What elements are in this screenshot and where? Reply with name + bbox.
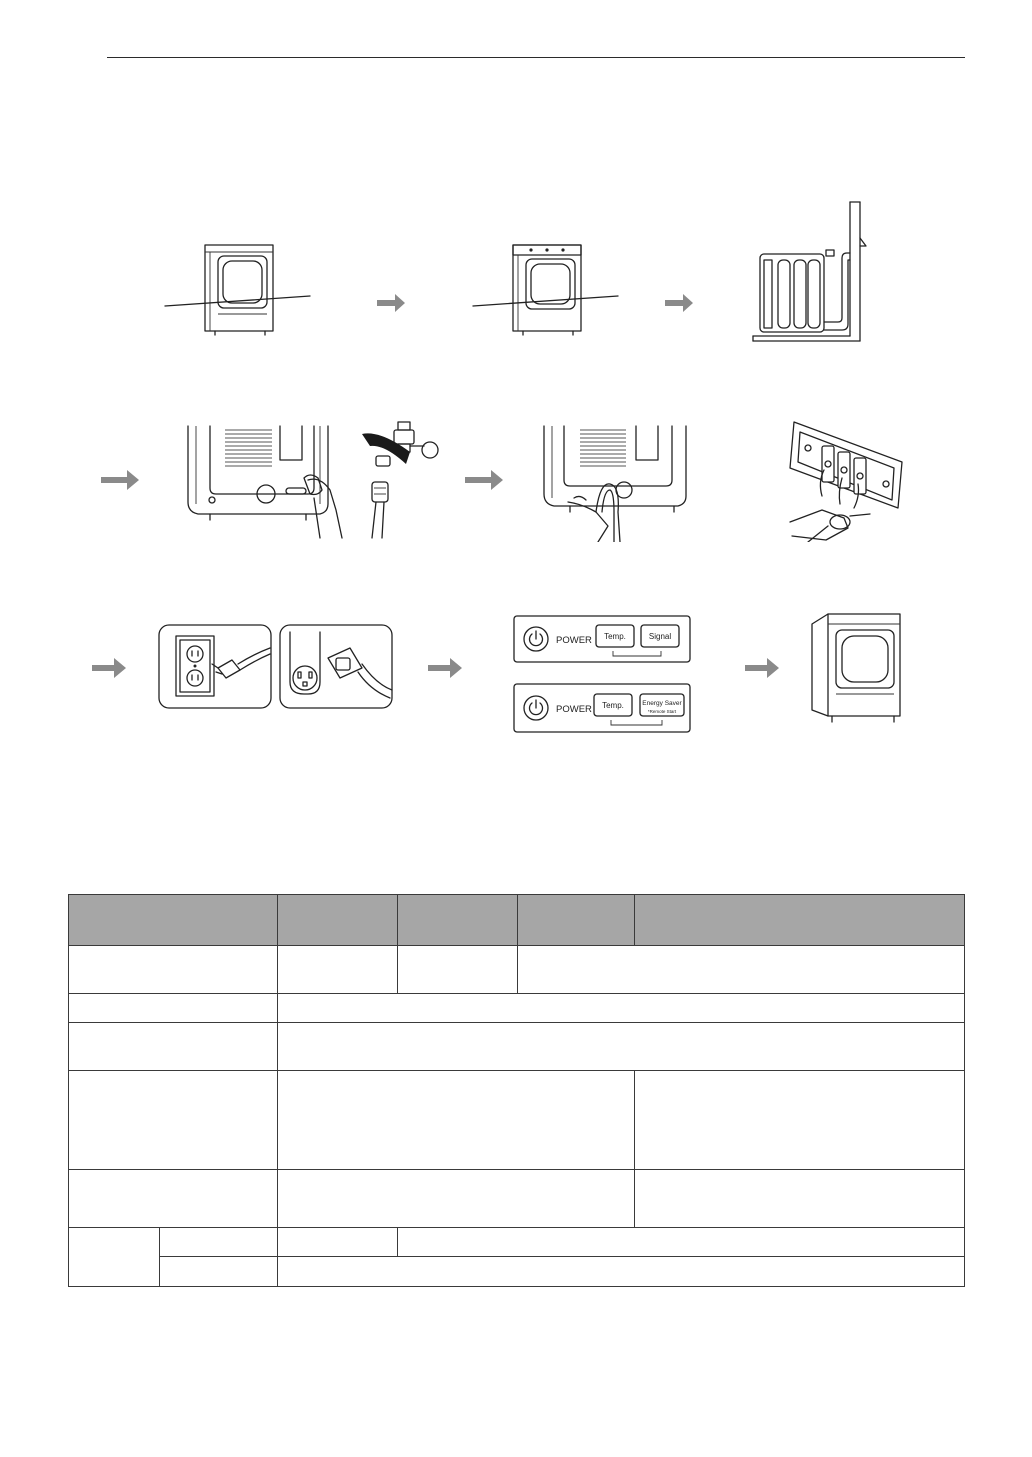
dryer-ready-illustration: [808, 612, 904, 726]
panel-2-remote-start-label: *Remote Start: [647, 709, 677, 714]
specifications-table: [68, 894, 965, 1287]
electrical-terminal-block-illustration: [778, 418, 906, 542]
panel-1-power-label: POWER: [556, 635, 592, 646]
table-cell: [160, 1257, 278, 1287]
table-header-cell: [398, 895, 518, 946]
control-panel-2: [514, 684, 690, 732]
table-row: [69, 1071, 965, 1170]
panel-2-power-label: POWER: [556, 704, 592, 715]
dryer-vent-duct-illustration: [750, 198, 870, 344]
table-header-cell: [69, 895, 278, 946]
panel-1-temp-button-label: Temp.: [604, 632, 626, 641]
panel-2-energy-saver-label: Energy Saver: [642, 700, 682, 707]
table-cell: [278, 1170, 635, 1228]
control-panel-1: [514, 616, 690, 662]
table-cell: [278, 1257, 965, 1287]
dryer-level-top-panel-illustration: [468, 240, 628, 340]
table-cell: [69, 1071, 278, 1170]
table-header-cell: [518, 895, 635, 946]
table-cell: [635, 1071, 965, 1170]
table-row: [69, 1170, 965, 1228]
control-panel-options-illustration: [512, 614, 692, 734]
dryer-level-front-illustration: [160, 240, 320, 340]
water-hose-hand-illustration: [538, 420, 688, 542]
table-cell: [69, 1170, 278, 1228]
table-cell: [69, 994, 278, 1023]
table-cell: [278, 1228, 398, 1257]
arrow-1: [377, 294, 407, 312]
table-row: [69, 1228, 965, 1257]
table-cell: [69, 946, 278, 994]
table-row: [69, 946, 965, 994]
table-cell: [398, 946, 518, 994]
table-header-row: [69, 895, 965, 946]
table-header-cell: [635, 895, 965, 946]
table-header-cell: [278, 895, 398, 946]
water-hose-connection-illustration: [180, 420, 450, 542]
table-row: [69, 1257, 965, 1287]
panel-2-temp-button-label: Temp.: [602, 701, 624, 710]
header-divider: [107, 57, 965, 58]
power-outlet-plugs-illustration: [158, 624, 394, 710]
table-cell: [278, 1071, 635, 1170]
table-cell: [518, 946, 965, 994]
arrow-2: [665, 294, 695, 312]
table-row: [69, 1023, 965, 1071]
arrow-7: [745, 658, 781, 678]
table-cell: [635, 1170, 965, 1228]
table-cell: [278, 1023, 965, 1071]
table-cell: [69, 1228, 160, 1287]
table-cell: [160, 1228, 278, 1257]
table-row: [69, 994, 965, 1023]
panel-1-signal-button-label: Signal: [648, 632, 672, 641]
arrow-3: [101, 470, 141, 490]
arrow-6: [428, 658, 464, 678]
arrow-4: [465, 470, 505, 490]
table-cell: [278, 946, 398, 994]
table-cell: [398, 1228, 965, 1257]
table-cell: [69, 1023, 278, 1071]
arrow-5: [92, 658, 128, 678]
table-cell: [278, 994, 965, 1023]
